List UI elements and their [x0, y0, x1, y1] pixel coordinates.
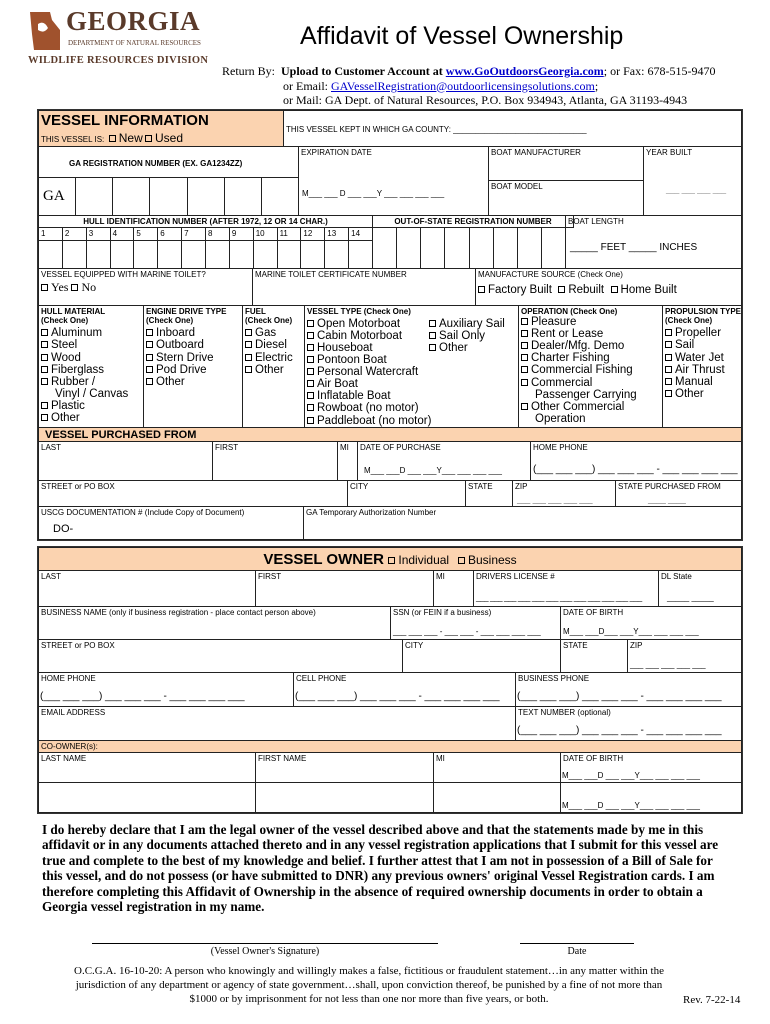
hull-digit-label: 12 — [300, 227, 325, 241]
hull-digit-cell[interactable] — [38, 240, 63, 269]
co-owner2-dob-field[interactable]: M___ ___D ___ ___Y___ ___ ___ ___ — [560, 782, 742, 813]
hull-material-checkbox[interactable]: Steel — [41, 339, 141, 351]
co-owner-last-field[interactable]: LAST NAME — [38, 752, 256, 783]
vessel-type-checkbox[interactable]: Sail Only — [429, 330, 505, 342]
co-owner-first-field[interactable]: FIRST NAME — [255, 752, 434, 783]
seller-city-field[interactable]: CITY — [347, 480, 466, 507]
hull-digit-cell[interactable] — [62, 240, 87, 269]
out-of-state-label: OUT-OF-STATE REGISTRATION NUMBER — [372, 215, 574, 228]
used-checkbox[interactable]: Used — [145, 131, 183, 145]
hull-digit-label: 6 — [157, 227, 182, 241]
vessel-type-checkbox[interactable]: Open Motorboat — [307, 318, 431, 330]
vessel-owner-header: VESSEL OWNER Individual Business — [38, 547, 742, 571]
hull-material-checkbox[interactable]: Aluminum — [41, 327, 141, 339]
engine-drive-group: ENGINE DRIVE TYPE (Check One) Inboard Outboard Stern Drive Pod Drive Other — [143, 305, 243, 428]
hull-material-checkbox[interactable]: Plastic — [41, 400, 141, 412]
vessel-type-checkbox[interactable]: Houseboat — [307, 342, 431, 354]
out-of-state-digit-cell[interactable] — [517, 227, 542, 269]
co-owner2-last-field[interactable] — [38, 782, 256, 813]
vessel-type-checkbox[interactable]: Paddleboat (no motor) — [307, 415, 431, 427]
return-instructions: Return By: Upload to Customer Account at www.GoOutdoorsGeorgia.com; or Fax: 678-515-9470 or Email: GAVesselRegistration@outdoorlicensingsolutions.com; or Mail: GA Dept. of Natural Resources, P.O. Box 934943, Atlanta, GA 31193-4943 — [222, 64, 716, 107]
seller-phone-field[interactable]: HOME PHONE (___ ___ ___) ___ ___ ___ - ___ ___ ___ ___ — [530, 441, 742, 481]
ocga-footer: O.C.G.A. 16-10-20: A person who knowingly and willingly makes a false, fictitious or fraudulent statement…in any matter within the jurisdiction of any department or agency of state government…shall, upon conviction thereof, be punished by a fine of not more than $1000 or by imprisonment for not less than one nor more than five years, or both. — [74, 965, 664, 1005]
propulsion-checkbox[interactable]: Manual — [665, 376, 739, 388]
county-field[interactable]: THIS VESSEL KEPT IN WHICH GA COUNTY: ______________________________ — [283, 110, 742, 147]
vessel-type-checkbox[interactable]: Personal Watercraft — [307, 366, 431, 378]
engine-drive-checkbox[interactable]: Outboard — [146, 339, 240, 351]
seller-last-field[interactable]: LAST — [38, 441, 213, 481]
manufacture-source-field: MANUFACTURE SOURCE (Check One) Factory Built Rebuilt Home Built — [475, 268, 742, 306]
seller-street-field[interactable]: STREET or PO BOX — [38, 480, 348, 507]
date-of-purchase-field[interactable]: DATE OF PURCHASE M___ ___D ___ ___Y___ ___ ___ ___ — [357, 441, 531, 481]
hull-digit-cell[interactable] — [181, 240, 206, 269]
hull-digit-label: 9 — [229, 227, 254, 241]
vessel-type-checkbox[interactable]: Inflatable Boat — [307, 390, 431, 402]
expiration-date-field[interactable]: EXPIRATION DATE M___ ___ D ___ ___Y ___ ___ ___ ___ — [298, 146, 489, 216]
date-line[interactable] — [520, 943, 634, 944]
hull-digit-label: 11 — [277, 227, 302, 241]
hull-digit-label: 7 — [181, 227, 206, 241]
seller-zip-field[interactable]: ZIP ___ ___ ___ ___ ___ — [512, 480, 616, 507]
hull-digit-cell[interactable] — [86, 240, 111, 269]
vessel-type-checkbox[interactable]: Rowboat (no motor) — [307, 402, 431, 414]
ga-registration-digit-cell[interactable] — [112, 177, 150, 216]
owner-state-field[interactable]: STATE — [560, 639, 628, 673]
ga-registration-digit-cell[interactable] — [75, 177, 113, 216]
hull-digit-label: 3 — [86, 227, 111, 241]
fuel-checkbox[interactable]: Electric — [245, 352, 302, 364]
hull-material-continuation: Vinyl / Canvas — [55, 387, 129, 400]
individual-checkbox[interactable]: Individual — [388, 553, 449, 567]
hull-digit-cell[interactable] — [277, 240, 302, 269]
owner-email-field[interactable]: EMAIL ADDRESS — [38, 706, 516, 741]
factory-built-checkbox[interactable]: Factory Built — [478, 284, 552, 296]
out-of-state-digit-cell[interactable] — [493, 227, 518, 269]
date-label: Date — [567, 946, 587, 957]
operation-checkbox[interactable]: Rent or Lease — [521, 328, 660, 340]
operation-checkbox[interactable]: Commercial — [521, 377, 660, 389]
hull-material-checkbox[interactable]: Wood — [41, 352, 141, 364]
hull-digit-cell[interactable] — [300, 240, 325, 269]
operation-checkbox[interactable]: Other Commercial — [521, 401, 660, 413]
hull-digit-cell[interactable] — [229, 240, 254, 269]
hull-digit-cell[interactable] — [348, 240, 373, 269]
hull-digit-label: 14 — [348, 227, 373, 241]
out-of-state-digit-cell[interactable] — [469, 227, 494, 269]
engine-drive-checkbox[interactable]: Inboard — [146, 327, 240, 339]
uscg-documentation-field[interactable]: USCG DOCUMENTATION # (Include Copy of Document) DO- — [38, 506, 304, 540]
revision-label: Rev. 7-22-14 — [683, 994, 741, 1006]
owner-dob-field[interactable]: DATE OF BIRTH M___ ___D___ ___Y___ ___ ___ ___ — [560, 606, 742, 640]
logo-division: WILDLIFE RESOURCES DIVISION — [28, 55, 209, 66]
vessel-type-group: VESSEL TYPE (Check One) Open Motorboat Cabin Motorboat Houseboat Pontoon Boat Personal Watercraft Air Boat Inflatable Boat Rowboat (no motor) Paddleboat (no motor) Auxiliary Sail Sail Only Other — [304, 305, 519, 428]
owner-city-field[interactable]: CITY — [402, 639, 561, 673]
hull-material-checkbox[interactable]: Rubber / — [41, 376, 141, 388]
fuel-checkbox[interactable]: Gas — [245, 327, 302, 339]
year-built-field[interactable]: YEAR BUILT ___ ___ ___ ___ — [643, 146, 742, 216]
fuel-checkbox[interactable]: Other — [245, 364, 302, 376]
boat-length-field[interactable]: BOAT LENGTH _____ FEET _____ INCHES — [565, 215, 742, 269]
owner-zip-field[interactable]: ZIP ___ ___ ___ ___ ___ — [627, 639, 742, 673]
toilet-yes-checkbox[interactable]: Yes — [41, 280, 68, 294]
vessel-type-checkbox[interactable]: Cabin Motorboat — [307, 330, 431, 342]
vessel-type-checkbox[interactable]: Pontoon Boat — [307, 354, 431, 366]
operation-group: OPERATION (Check One) Pleasure Rent or Lease Dealer/Mfg. Demo Charter Fishing Commercial Fishing Commercial Passenger Carrying Other Commercial Operation — [518, 305, 663, 428]
seller-mi-field[interactable]: MI — [337, 441, 358, 481]
seller-first-field[interactable]: FIRST — [212, 441, 338, 481]
hull-digit-cell[interactable] — [133, 240, 158, 269]
operation-checkbox[interactable]: Dealer/Mfg. Demo — [521, 340, 660, 352]
co-owner-header: CO-OWNER(s): — [38, 740, 742, 753]
propulsion-checkbox[interactable]: Air Thrust — [665, 364, 739, 376]
new-checkbox[interactable]: New — [109, 131, 143, 145]
co-owner2-mi-field[interactable] — [433, 782, 561, 813]
hull-digit-cell[interactable] — [205, 240, 230, 269]
hull-digit-cell[interactable] — [157, 240, 182, 269]
out-of-state-digit-cell[interactable] — [372, 227, 397, 269]
toilet-certificate-field[interactable]: MARINE TOILET CERTIFICATE NUMBER — [252, 268, 476, 306]
ga-registration-label: GA REGISTRATION NUMBER (EX. GA1234ZZ) — [38, 146, 299, 178]
boat-model-field[interactable]: BOAT MODEL — [488, 180, 644, 216]
hull-digit-label: 10 — [253, 227, 278, 241]
engine-drive-checkbox[interactable]: Other — [146, 376, 240, 388]
purchased-from-header: VESSEL PURCHASED FROM — [38, 427, 742, 442]
logo-name: GEORGIA — [66, 6, 201, 36]
home-built-checkbox[interactable]: Home Built — [611, 284, 677, 296]
engine-drive-checkbox[interactable]: Stern Drive — [146, 352, 240, 364]
hull-digit-label: 1 — [38, 227, 63, 241]
fuel-checkbox[interactable]: Diesel — [245, 339, 302, 351]
propulsion-checkbox[interactable]: Propeller — [665, 327, 739, 339]
vessel-info-header: VESSEL INFORMATION THIS VESSEL IS: New Used — [38, 110, 284, 147]
owner-text-number-field[interactable]: TEXT NUMBER (optional) (___ ___ ___) ___ ___ ___ - ___ ___ ___ ___ — [515, 706, 742, 741]
ga-prefix: GA — [38, 177, 76, 216]
propulsion-group: PROPULSION TYPE (Check One) Propeller Sail Water Jet Air Thrust Manual Other — [662, 305, 742, 428]
owner-home-phone-field[interactable]: HOME PHONE (___ ___ ___) ___ ___ ___ - ___ ___ ___ ___ — [38, 672, 294, 707]
georgia-state-shape-icon — [28, 10, 62, 52]
operation-continuation: Passenger Carrying — [535, 388, 637, 401]
business-name-field[interactable]: BUSINESS NAME (only if business registration - place contact person above) — [38, 606, 391, 640]
rebuilt-checkbox[interactable]: Rebuilt — [558, 284, 604, 296]
hull-material-checkbox[interactable]: Other — [41, 412, 141, 424]
declaration-text: I do hereby declare that I am the legal owner of the vessel described above and that the statements made by me in this affidavit or in any documents attached thereto and in any vessel registration applications that I submit for this vessel are true and complete to the best of my knowledge and belief. I further attest that I am not in possession of a Bill of Sale for this vessel, and do not possess (or have submitted to DNR) any previous owners' original Vessel Registration cards. I am therefore completing this Affidavit of Ownership in the absence of required ownership documents in order to obtain a Georgia vessel registration in my name. — [42, 822, 719, 915]
ga-registration-digit-cell[interactable] — [187, 177, 225, 216]
signature-line[interactable] — [92, 943, 438, 944]
ga-registration-digit-cell[interactable] — [224, 177, 262, 216]
owner-street-field[interactable]: STREET or PO BOX — [38, 639, 403, 673]
seller-state-field[interactable]: STATE — [465, 480, 513, 507]
co-owner2-first-field[interactable] — [255, 782, 434, 813]
owner-cell-phone-field[interactable]: CELL PHONE (___ ___ ___) ___ ___ ___ - ___ ___ ___ ___ — [293, 672, 516, 707]
ga-temp-authorization-field[interactable]: GA Temporary Authorization Number — [303, 506, 742, 540]
out-of-state-digit-cell[interactable] — [541, 227, 566, 269]
hull-digit-label: 4 — [110, 227, 135, 241]
georgia-dnr-logo — [28, 6, 209, 72]
owner-mi-field[interactable]: MI — [433, 570, 474, 607]
toilet-no-checkbox[interactable]: No — [71, 280, 96, 294]
ssn-field[interactable]: SSN (or FEIN if a business) ___ ___ ___ - ___ ___ - ___ ___ ___ ___ — [390, 606, 561, 640]
hull-digit-cell[interactable] — [253, 240, 278, 269]
state-purchased-from-field[interactable]: STATE PURCHASED FROM ____ ____ — [615, 480, 742, 507]
propulsion-checkbox[interactable]: Other — [665, 388, 739, 400]
ga-registration-digit-cell[interactable] — [149, 177, 187, 216]
fuel-group: FUEL (Check One) Gas Diesel Electric Other — [242, 305, 305, 428]
owner-last-field[interactable]: LAST — [38, 570, 256, 607]
ga-registration-digit-cell[interactable] — [261, 177, 299, 216]
hull-id-label: HULL IDENTIFICATION NUMBER (AFTER 1972, 12 OR 14 CHAR.) — [38, 215, 373, 228]
hull-material-checkbox[interactable]: Fiberglass — [41, 364, 141, 376]
operation-checkbox[interactable]: Pleasure — [521, 316, 660, 328]
go-outdoors-link[interactable]: www.GoOutdoorsGeorgia.com — [445, 64, 604, 78]
dl-state-field[interactable]: DL State _____ _____ — [658, 570, 742, 607]
logo-dept: DEPARTMENT OF NATURAL RESOURCES — [68, 39, 201, 47]
co-owner-dob-field[interactable]: DATE OF BIRTH M___ ___D ___ ___Y___ ___ ___ ___ — [560, 752, 742, 783]
boat-manufacturer-field[interactable]: BOAT MANUFACTURER — [488, 146, 644, 181]
hull-material-group: HULL MATERIAL (Check One) Aluminum Steel Wood Fiberglass Rubber / Vinyl / Canvas Plastic Other — [38, 305, 144, 428]
out-of-state-digit-cell[interactable] — [420, 227, 445, 269]
owner-business-phone-field[interactable]: BUSINESS PHONE (___ ___ ___) ___ ___ ___ - ___ ___ ___ ___ — [515, 672, 742, 707]
vessel-type-checkbox[interactable]: Air Boat — [307, 378, 431, 390]
signature-label: (Vessel Owner's Signature) — [210, 946, 320, 957]
vessel-type-checkbox[interactable]: Auxiliary Sail — [429, 318, 505, 330]
hull-digit-label: 13 — [324, 227, 349, 241]
propulsion-checkbox[interactable]: Sail — [665, 339, 739, 351]
propulsion-checkbox[interactable]: Water Jet — [665, 352, 739, 364]
out-of-state-digit-cell[interactable] — [396, 227, 421, 269]
page-title: Affidavit of Vessel Ownership — [300, 22, 624, 50]
marine-toilet-field: VESSEL EQUIPPED WITH MARINE TOILET? Yes No — [38, 268, 253, 306]
operation-continuation: Operation — [535, 412, 586, 425]
co-owner-mi-field[interactable]: MI — [433, 752, 561, 783]
out-of-state-digit-cell[interactable] — [444, 227, 469, 269]
hull-digit-cell[interactable] — [110, 240, 135, 269]
hull-digit-label: 5 — [133, 227, 158, 241]
business-checkbox[interactable]: Business — [458, 553, 517, 567]
email-link[interactable]: GAVesselRegistration@outdoorlicensingsolutions.com — [331, 78, 595, 93]
engine-drive-checkbox[interactable]: Pod Drive — [146, 364, 240, 376]
vessel-type-checkbox[interactable]: Other — [429, 342, 505, 354]
operation-checkbox[interactable]: Commercial Fishing — [521, 364, 660, 376]
hull-digit-label: 8 — [205, 227, 230, 241]
drivers-license-field[interactable]: DRIVERS LICENSE # ___ ___ ___ ___ ___ ___ ___ ___ ___ ___ ___ ___ — [473, 570, 659, 607]
hull-digit-label: 2 — [62, 227, 87, 241]
hull-digit-cell[interactable] — [324, 240, 349, 269]
owner-first-field[interactable]: FIRST — [255, 570, 434, 607]
operation-checkbox[interactable]: Charter Fishing — [521, 352, 660, 364]
